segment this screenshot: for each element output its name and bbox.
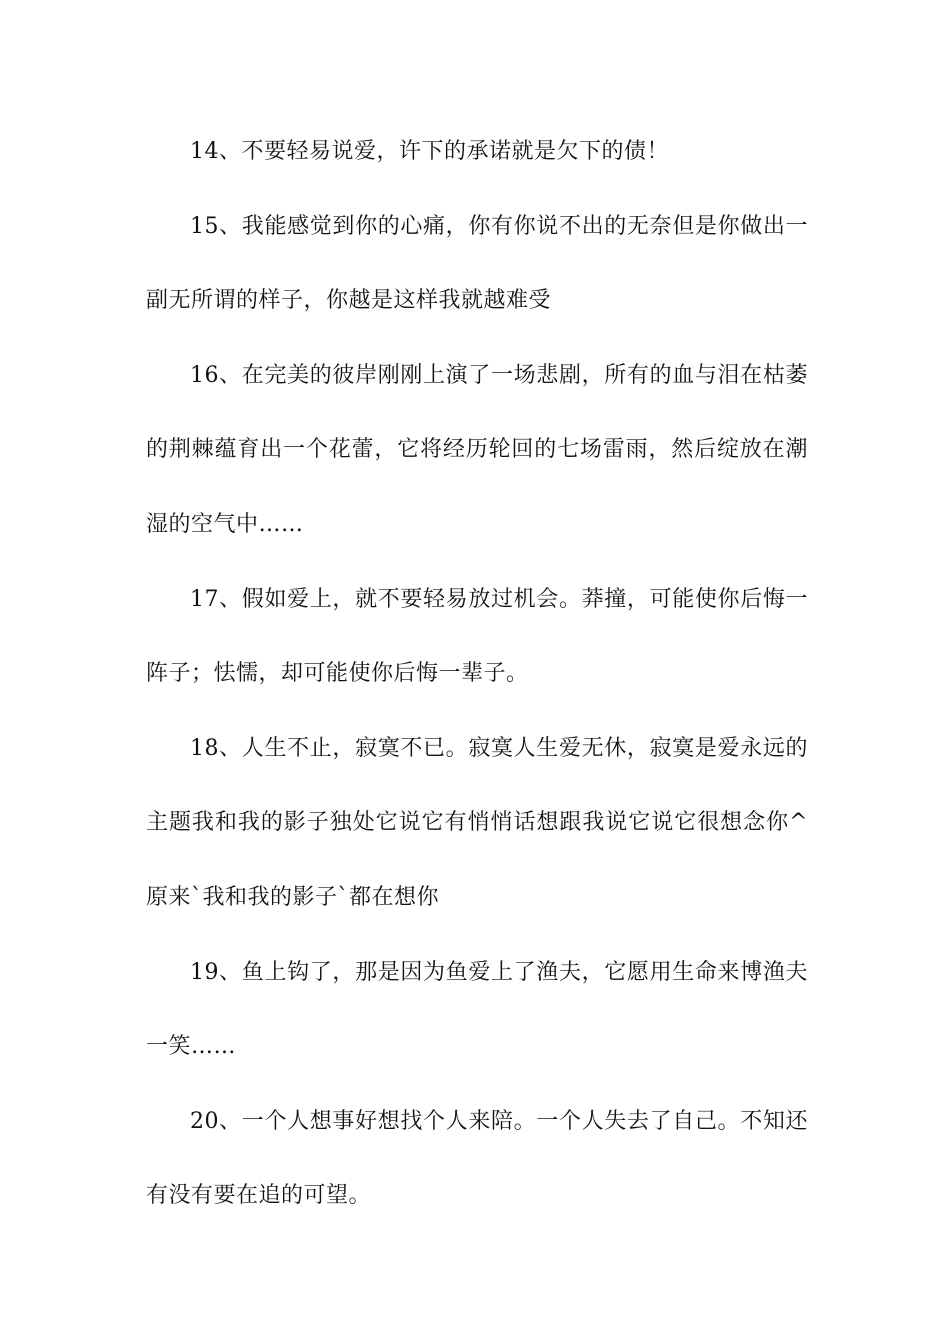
paragraph-19: 19、鱼上钩了，那是因为鱼爱上了渔夫，它愿用生命来博渔夫一笑…… (146, 959, 808, 1060)
paragraph-20: 20、一个人想事好想找个人来陪。一个人失去了自己。不知还有没有要在追的可望。 (146, 1108, 808, 1209)
document-body (146, 115, 808, 1234)
paragraph-16: 16、在完美的彼岸刚刚上演了一场悲剧，所有的血与泪在枯萎的荆棘蕴育出一个花蕾，它将经历轮回的七场雷雨，然后绽放在潮湿的空气中…… (146, 362, 808, 537)
paragraph-18: 18、人生不止，寂寞不已。寂寞人生爱无休，寂寞是爱永远的主题我和我的影子独处它说它有悄悄话想跟我说它说它很想念你^原来`我和我的影子`都在想你 (146, 735, 808, 910)
paragraph-14: 14、不要轻易说爱，许下的承诺就是欠下的债！ (190, 139, 669, 164)
paragraph-15: 15、我能感觉到你的心痛，你有你说不出的无奈但是你做出一副无所谓的样子，你越是这样我就越难受 (146, 213, 808, 314)
paragraph-17: 17、假如爱上，就不要轻易放过机会。莽撞，可能使你后悔一阵子；怯懦，却可能使你后悔一辈子。 (146, 586, 808, 687)
